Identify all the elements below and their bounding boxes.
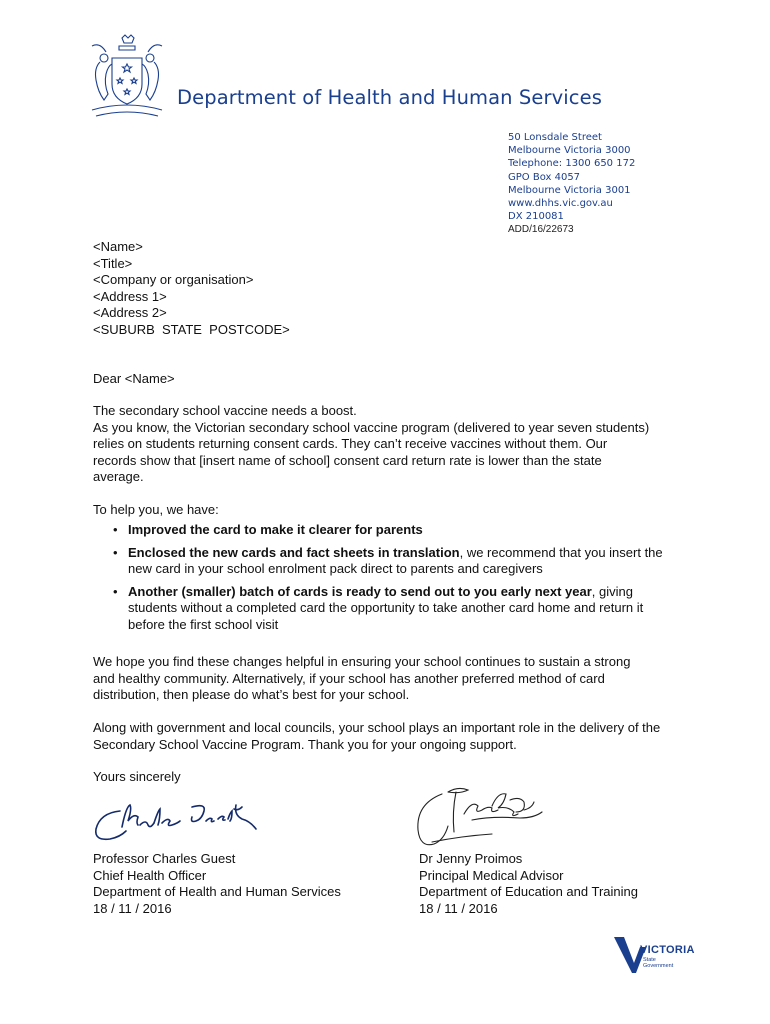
contact-line: DX 210081 bbox=[508, 211, 564, 223]
paragraph-line: The secondary school vaccine needs a boost. bbox=[93, 403, 357, 418]
address-line: <Name> bbox=[93, 239, 143, 254]
list-item-bold: Another (smaller) batch of cards is ready to send out to you early next year bbox=[128, 583, 592, 599]
paragraph-text: We hope you find these changes helpful in ensuring your school continues to sustain a strong and healthy community. Alternatively, if your school has another preferred method of card distribution, then please do what’s best for your school. bbox=[93, 654, 631, 702]
signatory-chief-health-officer bbox=[93, 851, 341, 917]
opening-paragraph bbox=[93, 403, 653, 486]
list-item bbox=[93, 584, 673, 634]
closing: Yours sincerely bbox=[93, 769, 181, 784]
address-line: <Company or organisation> bbox=[93, 272, 254, 287]
list-item-bold: Improved the card to make it clearer for parents bbox=[128, 522, 423, 537]
handwritten-signature-icon bbox=[92, 797, 262, 847]
handwritten-signature-icon bbox=[412, 780, 552, 850]
list-item bbox=[93, 545, 673, 578]
bullet-icon: • bbox=[113, 544, 118, 560]
contact-line: 50 Lonsdale Street bbox=[508, 132, 602, 143]
bullet-icon: • bbox=[113, 522, 118, 537]
signatory-title: Chief Health Officer bbox=[93, 867, 207, 883]
address-line: <SUBURB STATE POSTCODE> bbox=[93, 321, 290, 337]
department-name: Department of Health and Human Services bbox=[177, 86, 602, 109]
list-item-rest: , giving students without a completed card the opportunity to take another card home and return it before the first school visit bbox=[128, 583, 644, 632]
signatory-title: Principal Medical Advisor bbox=[419, 867, 564, 883]
reference-number: ADD/16/22673 bbox=[508, 224, 574, 235]
contact-details bbox=[508, 131, 635, 223]
signatory-name: Professor Charles Guest bbox=[93, 851, 236, 866]
contact-line: Melbourne Victoria 3000 bbox=[508, 145, 631, 157]
victoria-coat-of-arms-icon bbox=[88, 34, 166, 120]
recipient-address bbox=[93, 239, 290, 338]
list-item-bold: Enclosed the new cards and fact sheets in translation bbox=[128, 544, 460, 560]
signatory-date: 18 / 11 / 2016 bbox=[93, 900, 172, 916]
address-line: <Address 2> bbox=[93, 305, 167, 320]
logo-subtext bbox=[643, 957, 673, 969]
logo-subtext-line: Government bbox=[643, 963, 674, 969]
contact-line: Telephone: 1300 650 172 bbox=[508, 158, 636, 170]
address-line: <Address 1> bbox=[93, 288, 167, 304]
list-item bbox=[93, 522, 673, 539]
signatory-principal-medical-advisor bbox=[419, 851, 638, 917]
list-item-rest: , we recommend that you insert the new card in your school enrolment pack direct to parents and caregivers bbox=[128, 544, 663, 576]
signatory-name: Dr Jenny Proimos bbox=[419, 851, 523, 866]
list-intro: To help you, we have: bbox=[93, 502, 219, 517]
signatory-date: 18 / 11 / 2016 bbox=[419, 900, 498, 916]
paragraph-text: Along with government and local councils, your school plays an important role in the delivery of the Secondary School Vaccine Program. Thank you for your ongoing support. bbox=[93, 720, 661, 752]
contact-website-link[interactable]: www.dhhs.vic.gov.au bbox=[508, 198, 613, 210]
actions-list bbox=[93, 522, 673, 639]
contact-line: GPO Box 4057 bbox=[508, 171, 581, 183]
paragraph-text: As you know, the Victorian secondary school vaccine program (delivered to year seven students) relies on students returning consent cards. They can’t receive vaccines without them. Our records show that [insert name of school] consent card return rate is lower than the state average. bbox=[93, 419, 650, 484]
salutation: Dear <Name> bbox=[93, 371, 175, 386]
signatory-organisation: Department of Health and Human Services bbox=[93, 884, 341, 899]
bullet-icon: • bbox=[113, 583, 118, 599]
logo-subtext-line: State bbox=[643, 957, 656, 963]
contact-line: Melbourne Victoria 3001 bbox=[508, 184, 631, 196]
logo-wordmark: VICTORIA bbox=[640, 944, 695, 956]
address-line: <Title> bbox=[93, 255, 133, 271]
signatory-organisation: Department of Education and Training bbox=[419, 884, 638, 899]
